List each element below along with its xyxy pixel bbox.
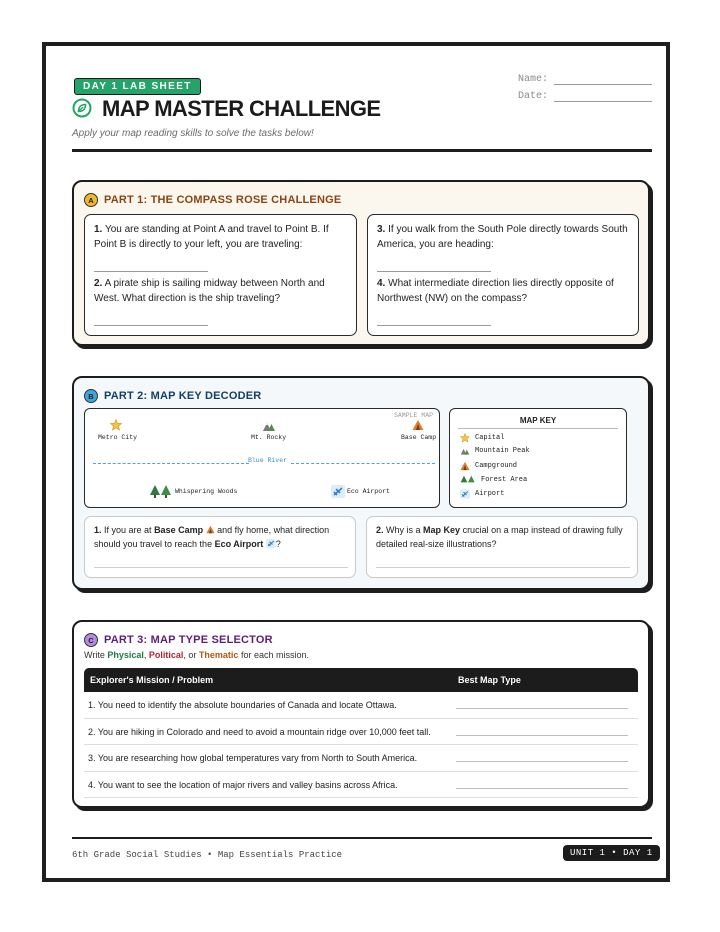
part2-question-2 — [376, 523, 631, 551]
part2-section — [72, 376, 650, 590]
table-row — [84, 692, 638, 719]
mission-cell: 4. You want to see the location of major rivers and valley basins across Africa. — [88, 779, 398, 790]
mountain-peak-icon — [262, 421, 276, 431]
title-divider — [72, 149, 652, 152]
airport-plane-icon — [331, 485, 345, 498]
page-subtitle: Apply your map reading skills to solve the tasks below! — [72, 128, 314, 139]
question-1-text: You are standing at Point A and travel to Point B. If Point B is directly to your left, you are traveling: — [94, 224, 329, 250]
key-item-campground-label: Campground — [475, 462, 518, 470]
map-place-eco-airport: Eco Airport — [347, 488, 390, 495]
map-key-title: MAP KEY — [519, 416, 557, 425]
mountain-peak-icon — [460, 447, 470, 455]
date-field[interactable] — [518, 91, 658, 105]
sample-map-label: SAMPLE MAP — [393, 412, 433, 419]
question-2-number: 2. — [94, 278, 103, 289]
forest-trees-icon — [149, 485, 173, 498]
part2-q1-base-camp: Base Camp — [154, 525, 204, 535]
part2-q2-answer-line[interactable] — [376, 567, 630, 568]
river-line-left — [93, 463, 249, 464]
instruction-political: Political — [148, 650, 184, 660]
airport-plane-icon — [460, 489, 470, 499]
part2-q1-text-c: ? — [275, 539, 281, 549]
part3-header — [84, 633, 273, 647]
map-type-answer-line[interactable] — [456, 788, 628, 789]
map-key-divider — [458, 428, 618, 429]
part2-question-1 — [94, 523, 349, 551]
key-item-campground — [460, 461, 517, 471]
mission-cell: 1. You need to identify the absolute boundaries of Canada and locate Ottawa. — [88, 700, 397, 710]
question-4-answer-line[interactable] — [377, 325, 491, 326]
footer-unit-badge: UNIT 1 • DAY 1 — [563, 845, 660, 861]
question-3-answer-line[interactable] — [377, 271, 491, 272]
part2-title: PART 2: MAP KEY DECODER — [104, 390, 262, 402]
capital-star-icon — [460, 433, 470, 443]
page-title: MAP MASTER CHALLENGE — [102, 96, 381, 121]
key-item-capital — [460, 433, 504, 443]
question-1 — [94, 222, 349, 252]
table-header — [84, 668, 638, 692]
footer-divider — [72, 837, 652, 839]
date-line — [554, 101, 652, 102]
key-item-forest-label: Forest Area — [481, 476, 528, 484]
instruction-sep-1: , — [143, 650, 149, 660]
map-type-answer-line[interactable] — [456, 761, 628, 762]
part2-header — [84, 389, 261, 403]
question-3-number: 3. — [377, 224, 386, 235]
part1-left-card — [84, 214, 357, 336]
forest-trees-icon — [460, 475, 476, 485]
part2-q1-answer-line[interactable] — [94, 567, 348, 568]
part3-section — [72, 620, 650, 808]
question-3-text: If you walk from the South Pole directly towards South America, you are heading: — [377, 224, 628, 250]
key-item-forest — [460, 475, 527, 485]
map-key — [449, 408, 627, 508]
campground-tent-icon — [206, 525, 215, 534]
question-2 — [94, 276, 349, 306]
key-item-airport-label: Airport — [475, 490, 505, 498]
instruction-text-a: Write — [84, 650, 108, 660]
worksheet-page — [42, 42, 670, 882]
part2-q2-map-key: Map Key — [423, 525, 461, 535]
part1-letter-badge: A — [84, 193, 98, 207]
map-place-base-camp: Base Camp — [401, 434, 437, 441]
part2-q2-text-b: crucial on a map instead of drawing fully detailed real-size illustrations? — [376, 525, 623, 549]
map-place-mt-rocky: Mt. Rocky — [251, 434, 287, 441]
map-type-table — [84, 668, 638, 798]
part1-section — [72, 180, 650, 346]
part3-instructions — [84, 650, 309, 660]
question-1-number: 1. — [94, 224, 103, 235]
question-1-answer-line[interactable] — [94, 271, 208, 272]
table-row — [84, 719, 638, 746]
sample-map — [84, 408, 440, 508]
question-2-answer-line[interactable] — [94, 325, 208, 326]
name-label: Name: — [518, 74, 549, 85]
question-4-number: 4. — [377, 278, 386, 289]
capital-star-icon — [110, 419, 122, 431]
part2-q1-text-a: If you are at — [104, 525, 155, 535]
part1-right-card — [367, 214, 639, 336]
part2-q2-number: 2. — [376, 525, 384, 535]
column-header-map-type: Best Map Type — [458, 675, 521, 685]
airport-plane-icon — [266, 539, 276, 548]
part1-header — [84, 193, 341, 207]
key-item-airport — [460, 489, 504, 499]
map-place-whispering-woods: Whispering Woods — [175, 488, 238, 495]
campground-tent-icon — [460, 461, 470, 471]
part3-letter-badge: C — [84, 633, 98, 647]
part1-title: PART 1: THE COMPASS ROSE CHALLENGE — [104, 194, 342, 206]
instruction-thematic: Thematic — [198, 650, 239, 660]
part2-q1-text-b: and fly home, what direction should you travel to reach the — [94, 525, 330, 549]
mission-cell: 2. You are hiking in Colorado and need to avoid a mountain ridge over 10,000 feet tall. — [88, 726, 431, 737]
column-header-mission: Explorer's Mission / Problem — [90, 675, 214, 685]
footer-text: 6th Grade Social Studies • Map Essentials Practice — [72, 850, 343, 860]
part2-question-2-card — [366, 516, 638, 578]
date-label: Date: — [518, 91, 549, 102]
name-field[interactable] — [518, 74, 658, 88]
table-row — [84, 745, 638, 772]
instruction-sep-2: , or — [183, 650, 199, 660]
day-badge: DAY 1 LAB SHEET — [74, 78, 201, 95]
instruction-text-b: for each mission. — [238, 650, 309, 660]
part3-title: PART 3: MAP TYPE SELECTOR — [104, 634, 273, 646]
key-item-capital-label: Capital — [475, 434, 505, 442]
question-3 — [377, 222, 632, 252]
map-type-answer-line[interactable] — [456, 708, 628, 709]
river-line-right — [291, 463, 435, 464]
question-2-text: A pirate ship is sailing midway between North and West. What direction is the ship traveling? — [94, 278, 325, 304]
part2-q1-number: 1. — [94, 525, 102, 535]
key-item-mountain — [460, 447, 530, 455]
part2-q1-eco-airport: Eco Airport — [214, 539, 264, 549]
table-row — [84, 772, 638, 799]
part2-q2-text-a: Why is a — [386, 525, 424, 535]
part2-letter-badge: B — [84, 389, 98, 403]
map-place-metro-city: Metro City — [98, 434, 138, 441]
mission-cell: 3. You are researching how global temperatures vary from North to South America. — [88, 753, 418, 763]
instruction-physical: Physical — [107, 650, 144, 660]
key-item-mountain-label: Mountain Peak — [475, 447, 530, 455]
map-place-blue-river: Blue River — [248, 457, 288, 464]
question-4-text: What intermediate direction lies directly opposite of Northwest (NW) on the compass? — [377, 278, 614, 304]
name-line — [554, 84, 652, 85]
part2-question-1-card — [84, 516, 356, 578]
campground-tent-icon — [412, 419, 424, 431]
question-4 — [377, 276, 632, 306]
map-type-answer-line[interactable] — [456, 735, 628, 736]
compass-leaf-icon — [72, 98, 92, 118]
